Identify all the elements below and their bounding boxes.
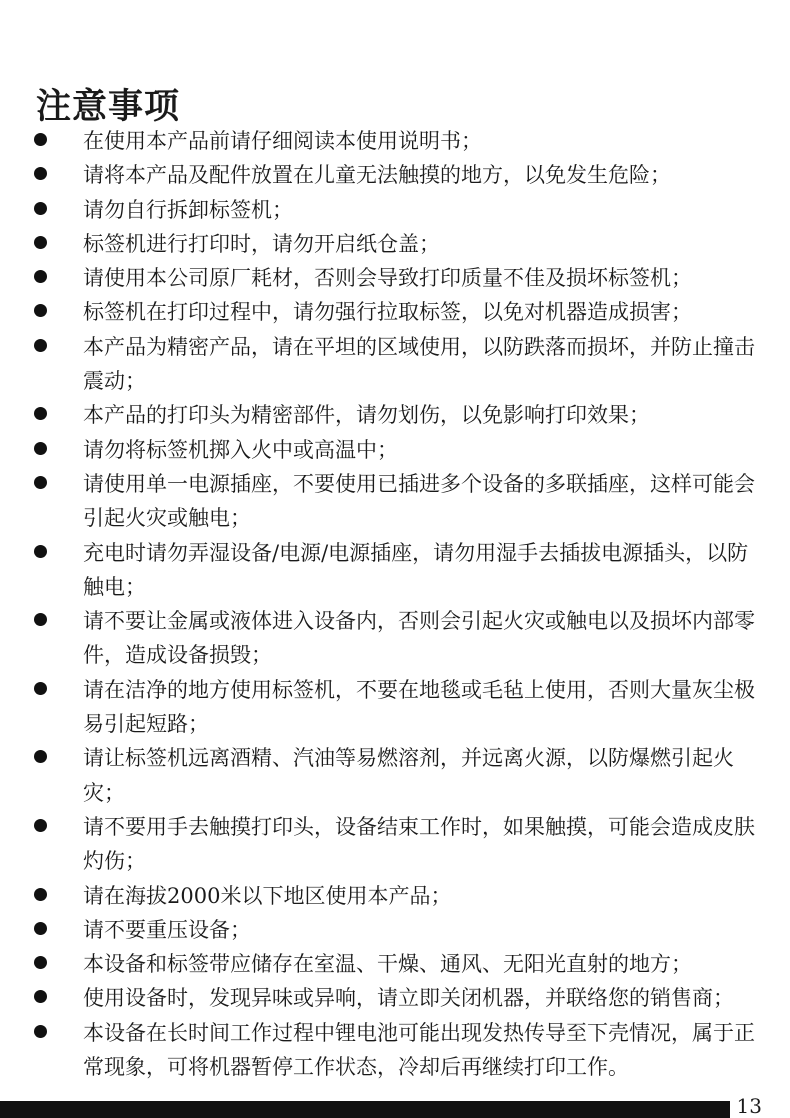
list-item [32,330,762,399]
list-item-text: 本产品为精密产品，请在平坦的区域使用，以防跌落而损坏，并防止撞击震动； [83,334,755,394]
bullet-icon [34,476,47,489]
footer-bar [0,1101,730,1118]
bullet-icon [34,990,47,1003]
bullet-icon [34,922,47,935]
list-item-text: 请在海拔2000米以下地区使用本产品； [83,883,452,908]
list-item-text: 请在洁净的地方使用标签机，不要在地毯或毛毡上使用，否则大量灰尘极易引起短路； [83,677,755,737]
list-item-text: 请不要让金属或液体进入设备内，否则会引起火灾或触电以及损坏内部零件，造成设备损毁； [83,609,755,668]
list-item-text: 请使用本公司原厂耗材，否则会导致打印质量不佳及损坏标签机； [83,266,692,291]
list-item-text: 标签机进行打印时，请勿开启纸仓盖； [83,231,440,256]
list-item [32,947,762,981]
list-item-text: 使用设备时，发现异味或异响，请立即关闭机器，并联络您的销售商； [83,986,734,1011]
list-item [32,913,762,947]
list-item-text: 请不要用手去触摸打印头，设备结束工作时，如果触摸，可能会造成皮肤灼伤； [83,814,755,874]
bullet-icon [34,270,47,283]
list-item-text: 标签机在打印过程中，请勿强行拉取标签，以免对机器造成损害； [83,300,692,325]
list-item [32,467,762,536]
bullet-icon [34,236,47,249]
bullet-icon [34,1025,47,1038]
list-item-text: 请使用单一电源插座，不要使用已插进多个设备的多联插座，这样可能会引起火灾或触电； [83,471,755,531]
list-item-text: 本设备在长时间工作过程中锂电池可能出现发热传导至下壳情况，属于正常现象，可将机器暂停工作状态，冷却后再继续打印工作。 [83,1020,755,1080]
list-item [32,536,762,605]
list-item-text: 请勿自行拆卸标签机； [83,197,293,222]
bullet-icon [34,613,47,626]
list-item [32,261,762,295]
bullet-icon [34,545,47,558]
bullet-icon [34,956,47,969]
bullet-icon [34,682,47,695]
precautions-list [32,124,762,1084]
list-item [32,981,762,1015]
bullet-icon [34,304,47,317]
list-item-text: 本产品的打印头为精密部件，请勿划伤，以免影响打印效果； [83,403,650,428]
bullet-icon [34,442,47,455]
list-item [32,124,762,158]
list-item-text: 在使用本产品前请仔细阅读本使用说明书； [83,129,482,153]
list-item-text: 请将本产品及配件放置在儿童无法触摸的地方，以免发生危险； [83,163,671,188]
list-item [32,741,762,810]
list-item [32,295,762,329]
list-item [32,879,762,913]
list-item-text: 请让标签机远离酒精、汽油等易燃溶剂，并远离火源，以防爆燃引起火灾； [83,746,734,805]
list-item [32,227,762,261]
bullet-icon [34,407,47,420]
list-item-text: 充电时请勿弄湿设备/电源/电源插座，请勿用湿手去插拔电源插头，以防触电； [83,540,749,599]
list-item [32,673,762,742]
list-item [32,810,762,879]
bullet-icon [34,339,47,352]
bullet-icon [34,750,47,763]
bullet-icon [34,133,47,146]
list-item [32,604,762,673]
list-item [32,433,762,467]
page-number: 13 [736,1094,762,1118]
bullet-icon [34,167,47,180]
bullet-icon [34,819,47,832]
list-item [32,193,762,227]
list-item [32,158,762,192]
list-item-text: 请不要重压设备； [83,917,251,942]
list-item [32,398,762,432]
bullet-icon [34,202,47,215]
page-title: 注意事项 [36,87,181,128]
list-item-text: 请勿将标签机掷入火中或高温中； [83,437,398,462]
list-item [32,1016,762,1085]
list-item-text: 本设备和标签带应储存在室温、干燥、通风、无阳光直射的地方； [83,952,692,977]
bullet-icon [34,888,47,901]
